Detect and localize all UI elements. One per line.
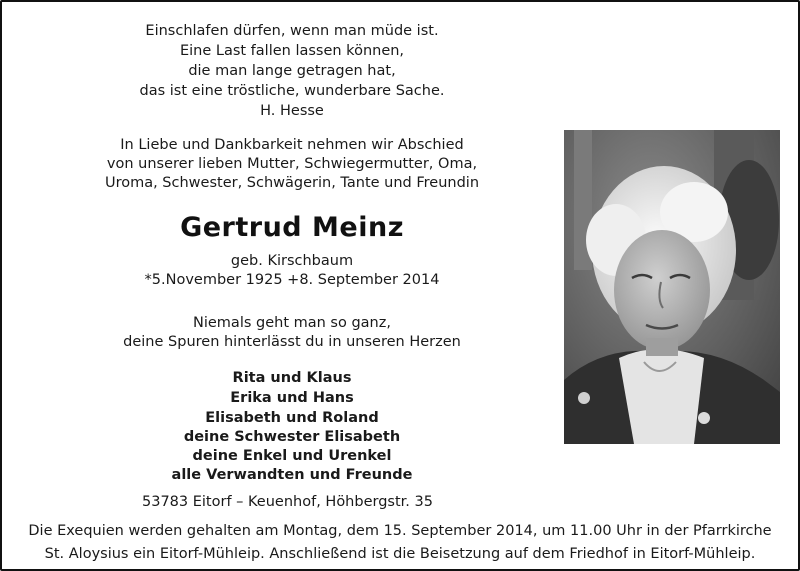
mourner: Elisabeth und Roland [205, 410, 379, 426]
poem-line: Eine Last fallen lassen können, [179, 43, 405, 59]
service-info [2, 520, 798, 566]
life-dates: *5.November 1925 +8. September 2014 [144, 272, 440, 288]
birth-name: geb. Kirschbaum [230, 253, 354, 269]
intro-line: von unserer lieben Mutter, Schwiegermutter, Oma, [106, 156, 478, 172]
mourner: alle Verwandten und Freunde [171, 467, 413, 483]
mourner: Rita und Klaus [232, 370, 352, 386]
poem-author: H. Hesse [260, 103, 324, 119]
poem-line: die man lange getragen hat, [188, 63, 396, 79]
verse-line: deine Spuren hinterlässt du in unseren Herzen [123, 334, 461, 350]
portrait-image [564, 130, 780, 444]
poem-line: Einschlafen dürfen, wenn man müde ist. [145, 23, 439, 39]
intro-line: In Liebe und Dankbarkeit nehmen wir Abschied [120, 137, 464, 153]
mourner: deine Schwester Elisabeth [183, 429, 401, 445]
mourner: deine Enkel und Urenkel [192, 448, 392, 464]
deceased-name: Gertrud Meinz [180, 212, 404, 243]
portrait-photo [564, 130, 780, 444]
poem-line: das ist eine tröstliche, wunderbare Sache. [139, 83, 445, 99]
intro-line: Uroma, Schwester, Schwägerin, Tante und Freundin [104, 175, 480, 191]
verse-line: Niemals geht man so ganz, [193, 315, 391, 331]
address: 53783 Eitorf – Keuenhof, Höhbergstr. 35 [142, 494, 433, 510]
mourner: Erika und Hans [230, 390, 354, 406]
service-line: Die Exequien werden gehalten am Montag, dem 15. September 2014, um 11.00 Uhr in der Pfarrkirche [28, 523, 772, 539]
service-line: St. Aloysius ein Eitorf-Mühleip. Anschließend ist die Beisetzung auf dem Friedhof in Eitorf-Mühleip. [44, 546, 756, 562]
